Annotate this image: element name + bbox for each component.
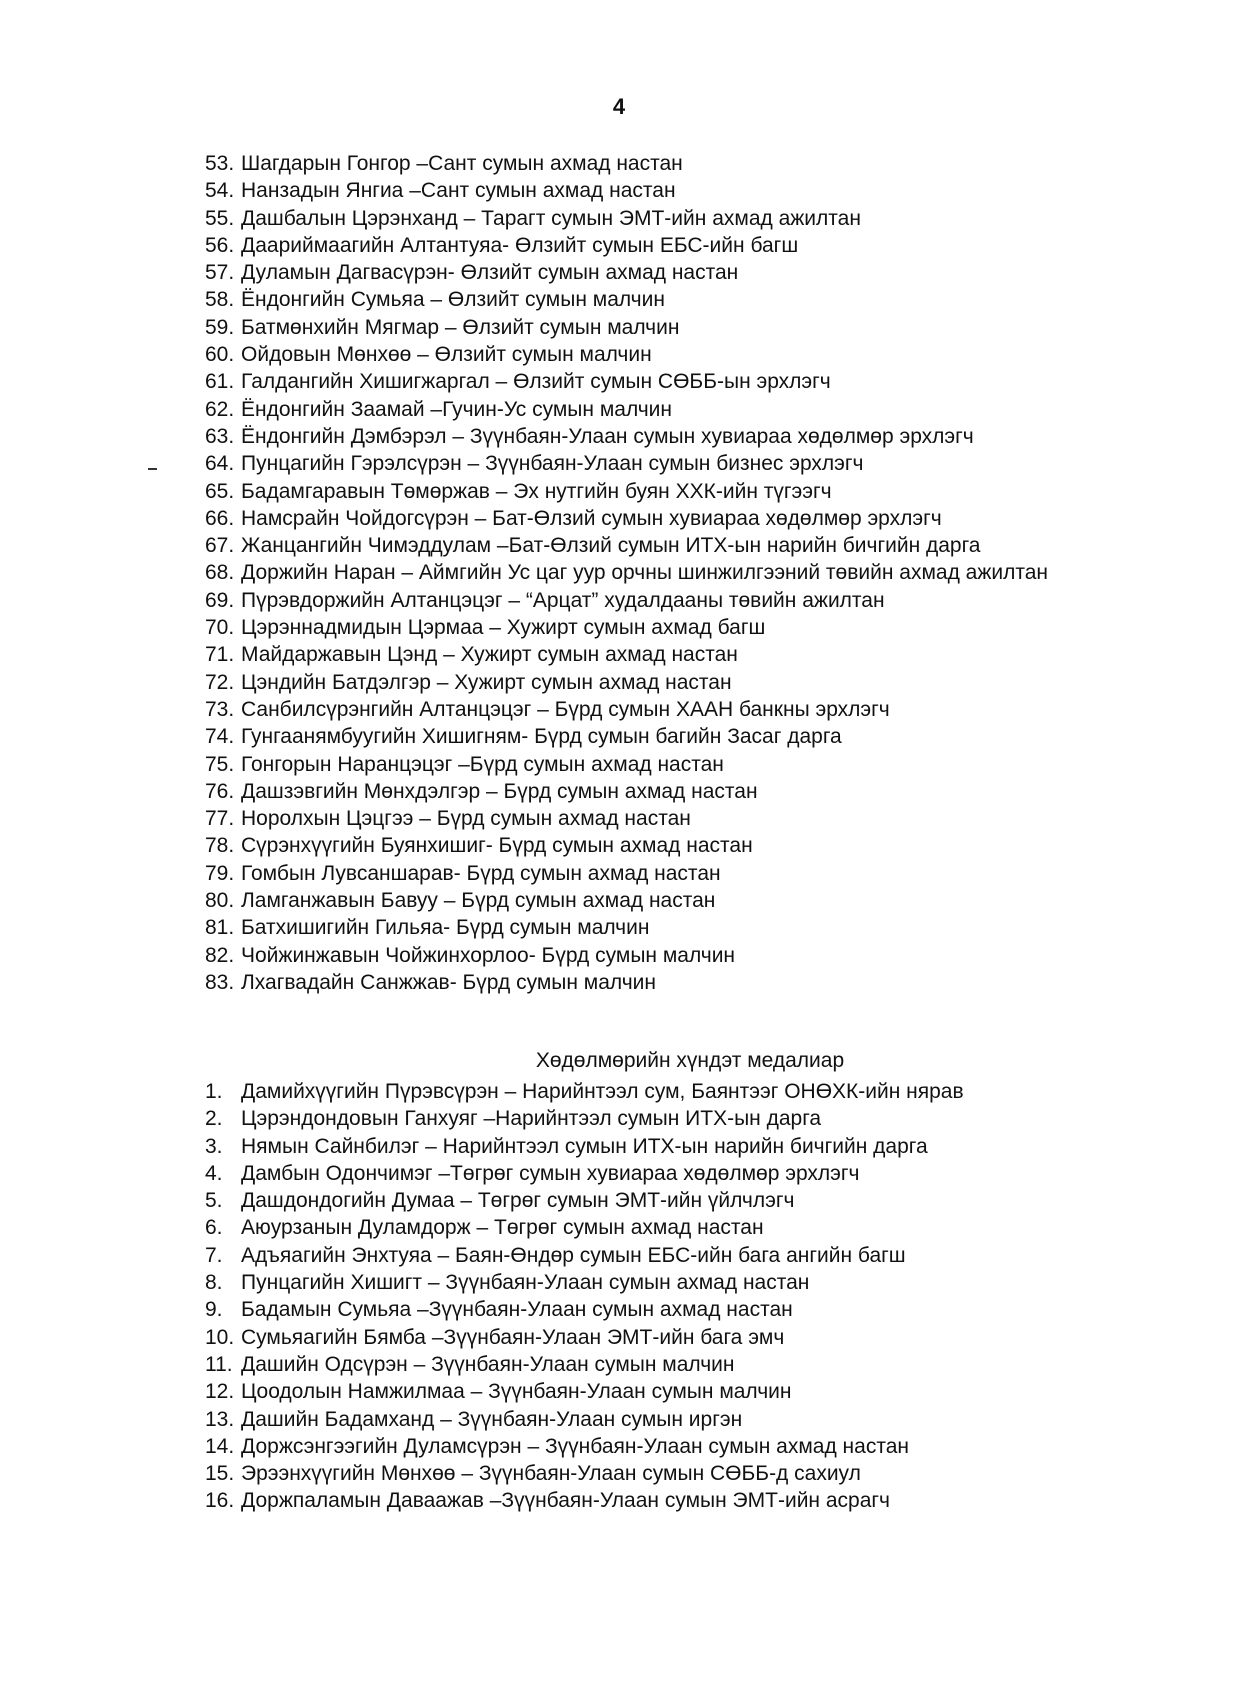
list-item-text: Доржпаламын Даваажав –Зүүнбаян-Улаан сумын ЭМТ-ийн асрагч <box>241 1489 891 1513</box>
list-item <box>205 942 1105 969</box>
list-item-number: 78. <box>205 834 235 858</box>
list-item <box>205 1296 1105 1323</box>
list-item-text: Доржийн Наран – Аймгийн Ус цаг уур орчны шинжилгээний төвийн ахмад ажилтан <box>241 561 1049 585</box>
list-item-number: 16. <box>205 1489 235 1513</box>
list-item <box>205 1433 1105 1460</box>
list-item <box>205 860 1105 887</box>
list-item <box>205 641 1105 668</box>
list-item-number: 65. <box>205 479 235 503</box>
section-title: Хөдөлмөрийн хүндэт медалиар <box>535 1049 845 1072</box>
list-item <box>205 177 1105 204</box>
list-item <box>205 614 1105 641</box>
list-item-number: 57. <box>205 261 235 285</box>
list-item-text: Цэрэннадмидын Цэрмаа – Хужирт сумын ахмад багш <box>241 616 766 640</box>
list-item <box>205 1269 1105 1296</box>
list-item <box>205 669 1105 696</box>
list-item-number: 4. <box>205 1161 223 1185</box>
list-item-text: Ламганжавын Бавуу – Бүрд сумын ахмад настан <box>241 889 716 913</box>
list-item-number: 71. <box>205 643 235 667</box>
list-item-text: Даариймаагийн Алтантуяа- Өлзийт сумын ЕБС-ийн багш <box>241 233 799 257</box>
list-item-number: 56. <box>205 233 235 257</box>
list-item-text: Гонгорын Наранцэцэг –Бүрд сумын ахмад настан <box>241 752 724 776</box>
list-item <box>205 478 1105 505</box>
list-item <box>205 423 1105 450</box>
list-item-text: Жанцангийн Чимэддулам –Бат-Өлзий сумын ИТХ-ын нарийн бичгийн дарга <box>241 534 981 558</box>
list-item-number: 79. <box>205 861 235 885</box>
list-item-text: Санбилсүрэнгийн Алтанцэцэг – Бүрд сумын ХААН банкны эрхлэгч <box>241 697 890 721</box>
list-item <box>205 314 1105 341</box>
list-item-text: Батмөнхийн Мягмар – Өлзийт сумын малчин <box>241 315 680 339</box>
list-item-number: 62. <box>205 397 235 421</box>
list-item-text: Бадамын Сумьяа –Зүүнбаян-Улаан сумын ахмад настан <box>241 1298 793 1322</box>
list-item <box>205 532 1105 559</box>
list-item-text: Гомбын Лувсаншарав- Бүрд сумын ахмад настан <box>241 861 721 885</box>
list-item-text: Ойдовын Мөнхөө – Өлзийт сумын малчин <box>241 343 652 367</box>
list-item-number: 75. <box>205 752 235 776</box>
list-item-number: 67. <box>205 534 235 558</box>
list-item-text: Цоодолын Намжилмаа – Зүүнбаян-Улаан сумын малчин <box>241 1380 792 1404</box>
list-item <box>205 341 1105 368</box>
list-item-number: 80. <box>205 889 235 913</box>
list-item <box>205 751 1105 778</box>
list-item-number: 54. <box>205 179 235 203</box>
list-item-number: 14. <box>205 1434 235 1458</box>
list-item <box>205 1187 1105 1214</box>
list-item-text: Дамийхүүгийн Пүрэвсүрэн – Нарийнтээл сум, Баянтээг ОНӨХК-ийн нярав <box>241 1080 964 1103</box>
list-item-number: 58. <box>205 288 235 312</box>
list-item-number: 76. <box>205 779 235 803</box>
list-item <box>205 232 1105 259</box>
list-item-number: 5. <box>205 1189 223 1213</box>
list-item-number: 70. <box>205 616 235 640</box>
list-item-number: 13. <box>205 1407 235 1431</box>
list-item-number: 3. <box>205 1134 223 1158</box>
award-list-2 <box>205 1078 1105 1515</box>
list-item-text: Шагдарын Гонгор –Сант сумын ахмад настан <box>241 152 683 175</box>
list-item-number: 63. <box>205 424 235 448</box>
list-item-number: 12. <box>205 1380 235 1404</box>
list-item <box>205 259 1105 286</box>
list-item-text: Гунгаанямбуугийн Хишигням- Бүрд сумын багийн Засаг дарга <box>241 725 842 749</box>
list-item <box>205 559 1105 586</box>
list-item-number: 64. <box>205 452 235 476</box>
list-item-text: Намсрайн Чойдогсүрэн – Бат-Өлзий сумын хувиараа хөдөлмөр эрхлэгч <box>241 506 942 530</box>
list-item-text: Ёндонгийн Заамай –Гучин-Ус сумын малчин <box>241 397 673 421</box>
list-item-text: Пүрэвдоржийн Алтанцэцэг – “Арцат” худалдааны төвийн ажилтан <box>241 588 885 612</box>
list-item <box>205 1133 1105 1160</box>
list-item-text: Чойжинжавын Чойжинхорлоо- Бүрд сумын малчин <box>241 943 736 967</box>
list-item <box>205 1105 1105 1132</box>
list-item-number: 15. <box>205 1462 235 1486</box>
list-item <box>205 1406 1105 1433</box>
list-item-text: Ёндонгийн Дэмбэрэл – Зүүнбаян-Улаан сумын хувиараа хөдөлмөр эрхлэгч <box>241 424 974 448</box>
list-item-text: Дашзэвгийн Мөнхдэлгэр – Бүрд сумын ахмад настан <box>241 779 758 803</box>
list-item <box>205 914 1105 941</box>
list-item-number: 9. <box>205 1298 223 1322</box>
list-item <box>205 150 1105 177</box>
list-item-number: 68. <box>205 561 235 585</box>
list-item <box>205 368 1105 395</box>
list-item-text: Дамбын Одончимэг –Төгрөг сумын хувиараа хөдөлмөр эрхлэгч <box>241 1161 860 1185</box>
list-item-text: Эрээнхүүгийн Мөнхөө – Зүүнбаян-Улаан сумын СӨББ-д сахиул <box>241 1462 861 1486</box>
list-item-number: 77. <box>205 807 235 831</box>
list-item <box>205 969 1105 996</box>
list-item <box>205 696 1105 723</box>
list-item-number: 74. <box>205 725 235 749</box>
list-item-number: 81. <box>205 916 235 940</box>
list-item-number: 73. <box>205 697 235 721</box>
list-item <box>205 286 1105 313</box>
list-item-text: Дашбалын Цэрэнханд – Тарагт сумын ЭМТ-ийн ахмад ажилтан <box>241 206 861 230</box>
list-item <box>205 1242 1105 1269</box>
list-item <box>205 1378 1105 1405</box>
list-item-text: Дуламын Дагвасүрэн- Өлзийт сумын ахмад настан <box>241 261 739 285</box>
list-item-number: 10. <box>205 1325 235 1349</box>
list-item-text: Нямын Сайнбилэг – Нарийнтээл сумын ИТХ-ын нарийн бичгийн дарга <box>241 1134 928 1158</box>
award-list-1 <box>205 150 1105 996</box>
list-item <box>205 805 1105 832</box>
list-item-number: 6. <box>205 1216 223 1240</box>
list-item-number: 8. <box>205 1271 223 1295</box>
list-item <box>205 1160 1105 1187</box>
list-item-text: Бадамгаравын Төмөржав – Эх нутгийн буян ХХК-ийн түгээгч <box>241 479 832 503</box>
list-item-text: Адъяагийн Энхтуяа – Баян-Өндөр сумын ЕБС-ийн бага ангийн багш <box>241 1243 906 1267</box>
list-item <box>205 1214 1105 1241</box>
list-item-text: Майдаржавын Цэнд – Хужирт сумын ахмад настан <box>241 643 738 667</box>
list-item-number: 59. <box>205 315 235 339</box>
list-item-text: Ёндонгийн Сумьяа – Өлзийт сумын малчин <box>241 288 665 312</box>
list-item-text: Цэндийн Батдэлгэр – Хужирт сумын ахмад настан <box>241 670 732 694</box>
list-item <box>205 396 1105 423</box>
list-item <box>205 205 1105 232</box>
list-item <box>205 587 1105 614</box>
list-item-text: Доржсэнгээгийн Дуламсүрэн – Зүүнбаян-Улаан сумын ахмад настан <box>241 1434 909 1458</box>
list-item-number: 7. <box>205 1243 223 1267</box>
list-item-text: Лхагвадайн Санжжав- Бүрд сумын малчин <box>241 970 656 994</box>
list-item-text: Пунцагийн Хишигт – Зүүнбаян-Улаан сумын ахмад настан <box>241 1271 810 1295</box>
list-item <box>205 887 1105 914</box>
list-item-text: Норолхын Цэцгээ – Бүрд сумын ахмад настан <box>241 807 691 831</box>
list-item-number: 11. <box>205 1352 233 1376</box>
list-item-number: 55. <box>205 206 235 230</box>
margin-mark <box>148 468 157 470</box>
list-item <box>205 505 1105 532</box>
list-item-number: 83. <box>205 970 235 994</box>
list-item-text: Аюурзанын Дуламдорж – Төгрөг сумын ахмад настан <box>241 1216 764 1240</box>
list-item-number: 2. <box>205 1107 223 1131</box>
page-number: 4 <box>612 94 626 119</box>
list-item-text: Батхишигийн Гильяа- Бүрд сумын малчин <box>241 916 650 940</box>
list-item-text: Цэрэндондовын Ганхуяг –Нарийнтээл сумын ИТХ-ын дарга <box>241 1107 822 1131</box>
list-item <box>205 778 1105 805</box>
list-item-text: Пунцагийн Гэрэлсүрэн – Зүүнбаян-Улаан сумын бизнес эрхлэгч <box>241 452 864 476</box>
list-item-number: 72. <box>205 670 235 694</box>
list-item-text: Дашийн Бадамханд – Зүүнбаян-Улаан сумын иргэн <box>241 1407 743 1431</box>
list-item <box>205 1460 1105 1487</box>
list-item <box>205 1487 1105 1514</box>
list-item-text: Дашийн Одсүрэн – Зүүнбаян-Улаан сумын малчин <box>241 1352 735 1376</box>
list-item <box>205 450 1105 477</box>
list-item <box>205 1324 1105 1351</box>
list-item-text: Сумьяагийн Бямба –Зүүнбаян-Улаан ЭМТ-ийн бага эмч <box>241 1325 785 1349</box>
list-item-text: Нанзадын Янгиа –Сант сумын ахмад настан <box>241 179 676 203</box>
list-item <box>205 1078 1105 1105</box>
list-item-number: 61. <box>205 370 235 394</box>
list-item-number: 1. <box>205 1080 223 1103</box>
list-item-number: 66. <box>205 506 235 530</box>
list-item <box>205 832 1105 859</box>
list-item-text: Сүрэнхүүгийн Буянхишиг- Бүрд сумын ахмад настан <box>241 834 753 858</box>
list-item-text: Дашдондогийн Думаа – Төгрөг сумын ЭМТ-ийн үйлчлэгч <box>241 1189 795 1213</box>
list-item-number: 53. <box>205 152 235 175</box>
list-item-number: 60. <box>205 343 235 367</box>
list-item <box>205 1351 1105 1378</box>
list-item-number: 82. <box>205 943 235 967</box>
list-item-number: 69. <box>205 588 235 612</box>
list-item <box>205 723 1105 750</box>
list-item-text: Галдангийн Хишигжаргал – Өлзийт сумын СӨББ-ын эрхлэгч <box>241 370 831 394</box>
